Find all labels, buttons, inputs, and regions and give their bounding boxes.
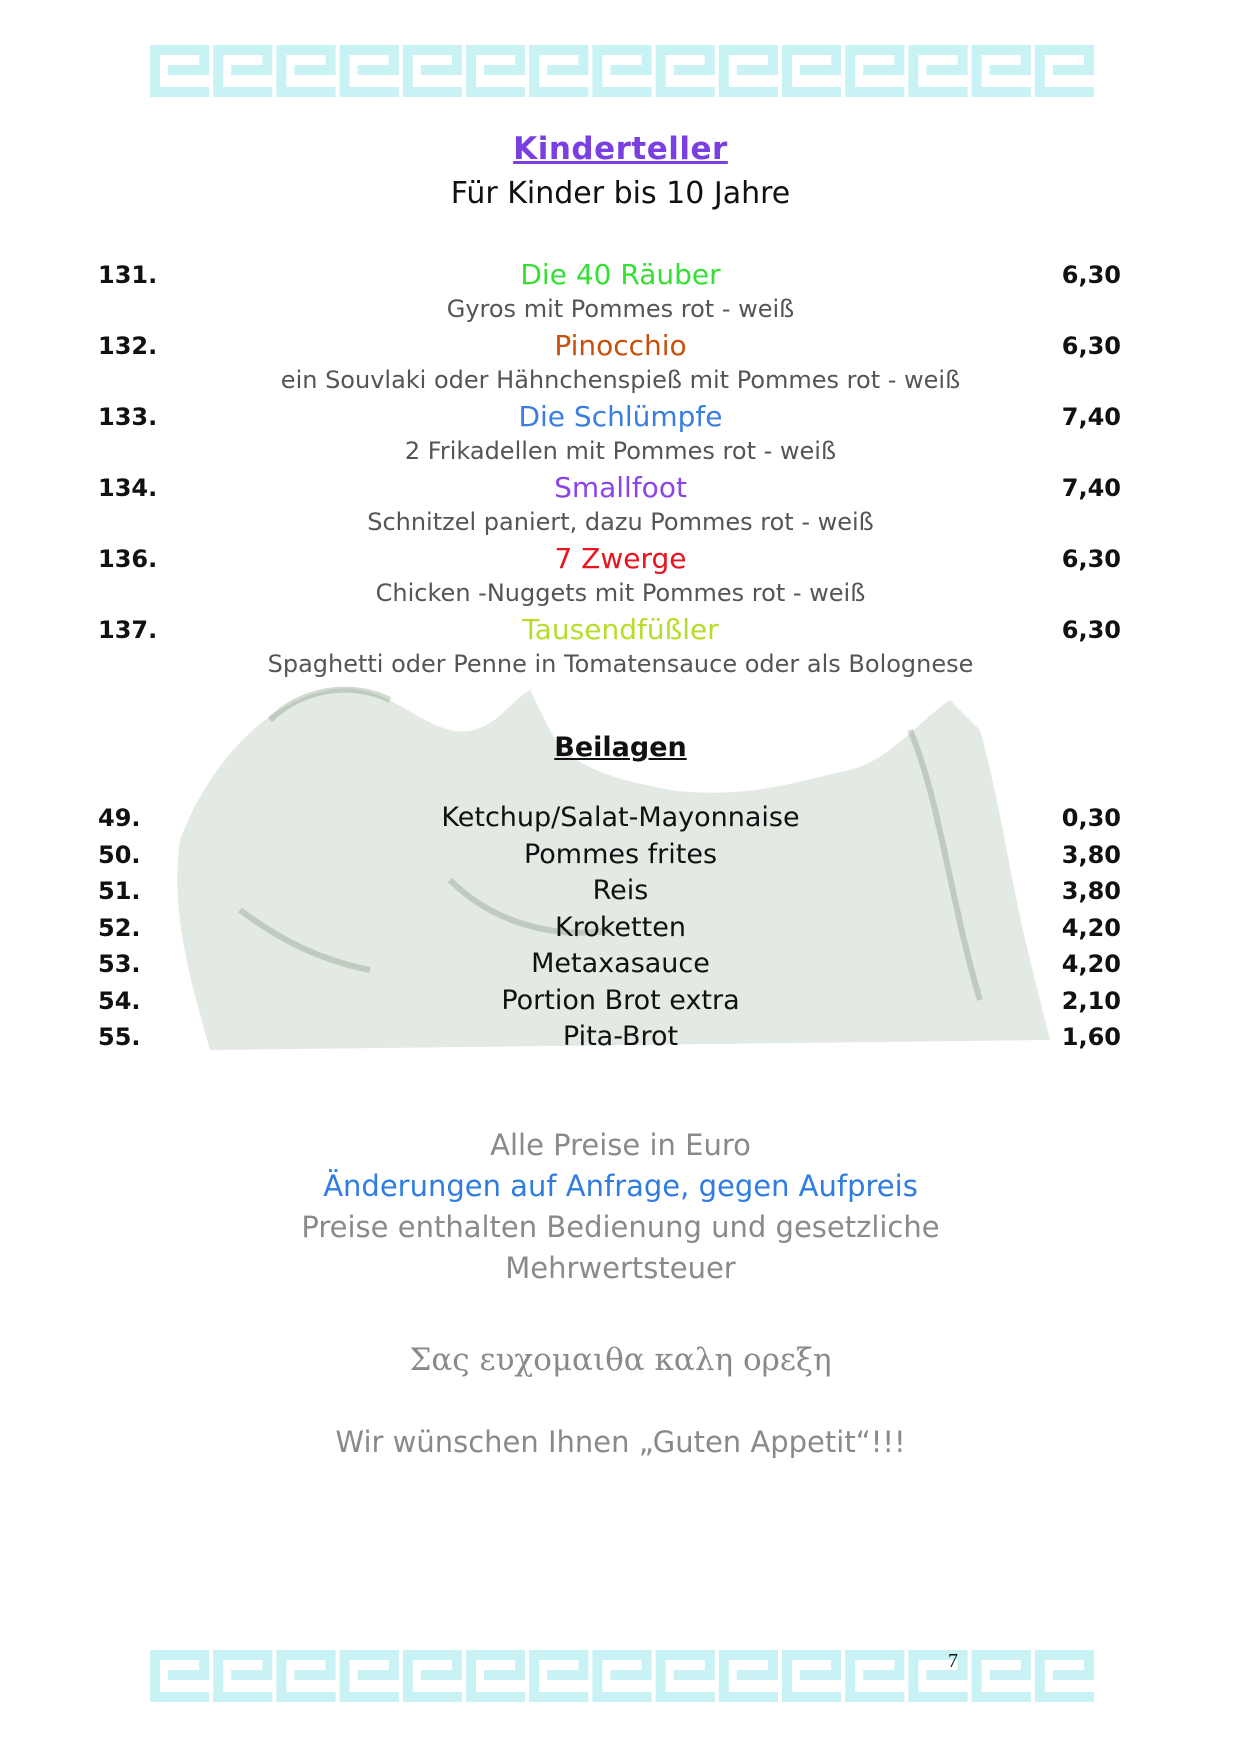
- greek-key-segment: [592, 45, 651, 97]
- greek-key-segment: [466, 45, 525, 97]
- kids-menu-item: [0, 542, 1241, 576]
- item-description: Chicken -Nuggets mit Pommes rot - weiß: [375, 579, 866, 607]
- appetite-wish: Wir wünschen Ihnen „Guten Appetit“!!!: [335, 1425, 906, 1459]
- greek-key-segment: [782, 1650, 841, 1702]
- side-name: Reis: [592, 875, 649, 906]
- menu-title: Kinderteller: [513, 131, 728, 167]
- item-name: Die 40 Räuber: [520, 258, 721, 291]
- item-name: Pinocchio: [554, 329, 687, 362]
- greek-key-segment: [276, 45, 335, 97]
- item-price: 6,30: [1061, 616, 1121, 644]
- service-note: Preise enthalten Bedienung und gesetzliche: [301, 1210, 940, 1244]
- side-name: Pommes frites: [523, 838, 718, 870]
- greek-key-segment: [908, 1650, 967, 1702]
- greek-key-segment: [340, 45, 399, 97]
- side-number: 55.: [98, 1023, 141, 1051]
- item-number: 133.: [98, 403, 158, 431]
- item-description: 2 Frikadellen mit Pommes rot - weiß: [404, 437, 837, 465]
- sides-section-title: Beilagen: [554, 732, 687, 763]
- vat-note: Mehrwertsteuer: [505, 1251, 736, 1285]
- menu-subtitle: Für Kinder bis 10 Jahre: [450, 176, 791, 211]
- side-price: 3,80: [1061, 840, 1121, 869]
- greek-key-segment: [213, 45, 272, 97]
- greek-key-segment: [845, 45, 904, 97]
- greek-key-segment: [782, 45, 841, 97]
- item-number: 136.: [98, 545, 158, 573]
- item-description: Gyros mit Pommes rot - weiß: [446, 295, 795, 323]
- item-name: Tausendfüßler: [522, 613, 719, 646]
- side-item: [0, 1020, 1241, 1054]
- side-name: Portion Brot extra: [501, 984, 740, 1016]
- side-name: Ketchup/Salat-Mayonnaise: [441, 802, 800, 833]
- side-price: 2,10: [1061, 986, 1121, 1015]
- kids-menu-item: [0, 613, 1241, 647]
- greek-key-segment: [150, 45, 209, 97]
- greek-key-segment: [213, 1650, 272, 1702]
- side-name: Pita-Brot: [562, 1021, 679, 1052]
- side-item: [0, 947, 1241, 981]
- greek-key-segment: [719, 45, 778, 97]
- side-number: 51.: [98, 877, 141, 905]
- kids-menu-item: [0, 471, 1241, 505]
- greek-key-segment: [1035, 45, 1094, 97]
- side-name: Metaxasauce: [531, 948, 710, 979]
- item-description: Schnitzel paniert, dazu Pommes rot - weiß: [367, 508, 874, 536]
- item-name: Smallfoot: [554, 471, 687, 504]
- side-price: 0,30: [1061, 804, 1121, 832]
- item-number: 137.: [98, 616, 158, 644]
- item-number: 131.: [98, 261, 158, 289]
- greek-key-segment: [340, 1650, 399, 1702]
- side-name: Kroketten: [555, 911, 686, 943]
- side-number: 53.: [98, 950, 141, 978]
- item-name: Die Schlümpfe: [518, 400, 723, 433]
- item-price: 6,30: [1061, 545, 1121, 573]
- item-number: 134.: [98, 474, 158, 502]
- item-name: 7 Zwerge: [554, 542, 687, 575]
- greek-key-segment: [972, 45, 1031, 97]
- greek-key-segment: [656, 1650, 715, 1702]
- greek-key-segment: [466, 1650, 525, 1702]
- changes-note: Änderungen auf Anfrage, gegen Aufpreis: [323, 1169, 918, 1203]
- item-price: 7,40: [1061, 474, 1121, 502]
- greek-key-segment: [908, 45, 967, 97]
- greek-key-segment: [276, 1650, 335, 1702]
- item-price: 6,30: [1061, 261, 1121, 289]
- kids-menu-item: [0, 400, 1241, 434]
- greek-key-segment: [719, 1650, 778, 1702]
- greek-key-segment: [1035, 1650, 1094, 1702]
- item-description: Spaghetti oder Penne in Tomatensauce oder als Bolognese: [267, 650, 974, 678]
- item-price: 7,40: [1061, 403, 1121, 431]
- kids-menu-item: [0, 258, 1241, 292]
- kids-menu-item: [0, 329, 1241, 363]
- side-number: 52.: [98, 913, 141, 942]
- greek-key-segment: [529, 1650, 588, 1702]
- greek-key-segment: [403, 45, 462, 97]
- item-price: 6,30: [1061, 332, 1121, 360]
- side-item: [0, 984, 1241, 1018]
- greek-key-segment: [845, 1650, 904, 1702]
- price-note: Alle Preise in Euro: [490, 1128, 751, 1162]
- item-description: ein Souvlaki oder Hähnchenspieß mit Pommes rot - weiß: [280, 366, 961, 394]
- greek-greeting: Σας ευχομαιθα καλη ορεξη: [409, 1342, 832, 1378]
- greek-key-segment: [656, 45, 715, 97]
- item-number: 132.: [98, 332, 158, 360]
- side-item: [0, 874, 1241, 908]
- side-number: 50.: [98, 840, 141, 869]
- side-price: 4,20: [1061, 950, 1121, 978]
- side-price: 3,80: [1061, 877, 1121, 905]
- side-number: 49.: [98, 804, 141, 832]
- greek-key-segment: [403, 1650, 462, 1702]
- greek-key-segment: [529, 45, 588, 97]
- side-number: 54.: [98, 986, 141, 1015]
- side-item: [0, 838, 1241, 872]
- side-price: 1,60: [1061, 1023, 1121, 1051]
- greek-key-segment: [592, 1650, 651, 1702]
- greek-key-border-top: [150, 45, 1098, 97]
- page-number: 7: [948, 1650, 958, 1672]
- greek-key-segment: [150, 1650, 209, 1702]
- side-item: [0, 801, 1241, 835]
- side-item: [0, 911, 1241, 945]
- greek-key-segment: [972, 1650, 1031, 1702]
- side-price: 4,20: [1061, 913, 1121, 942]
